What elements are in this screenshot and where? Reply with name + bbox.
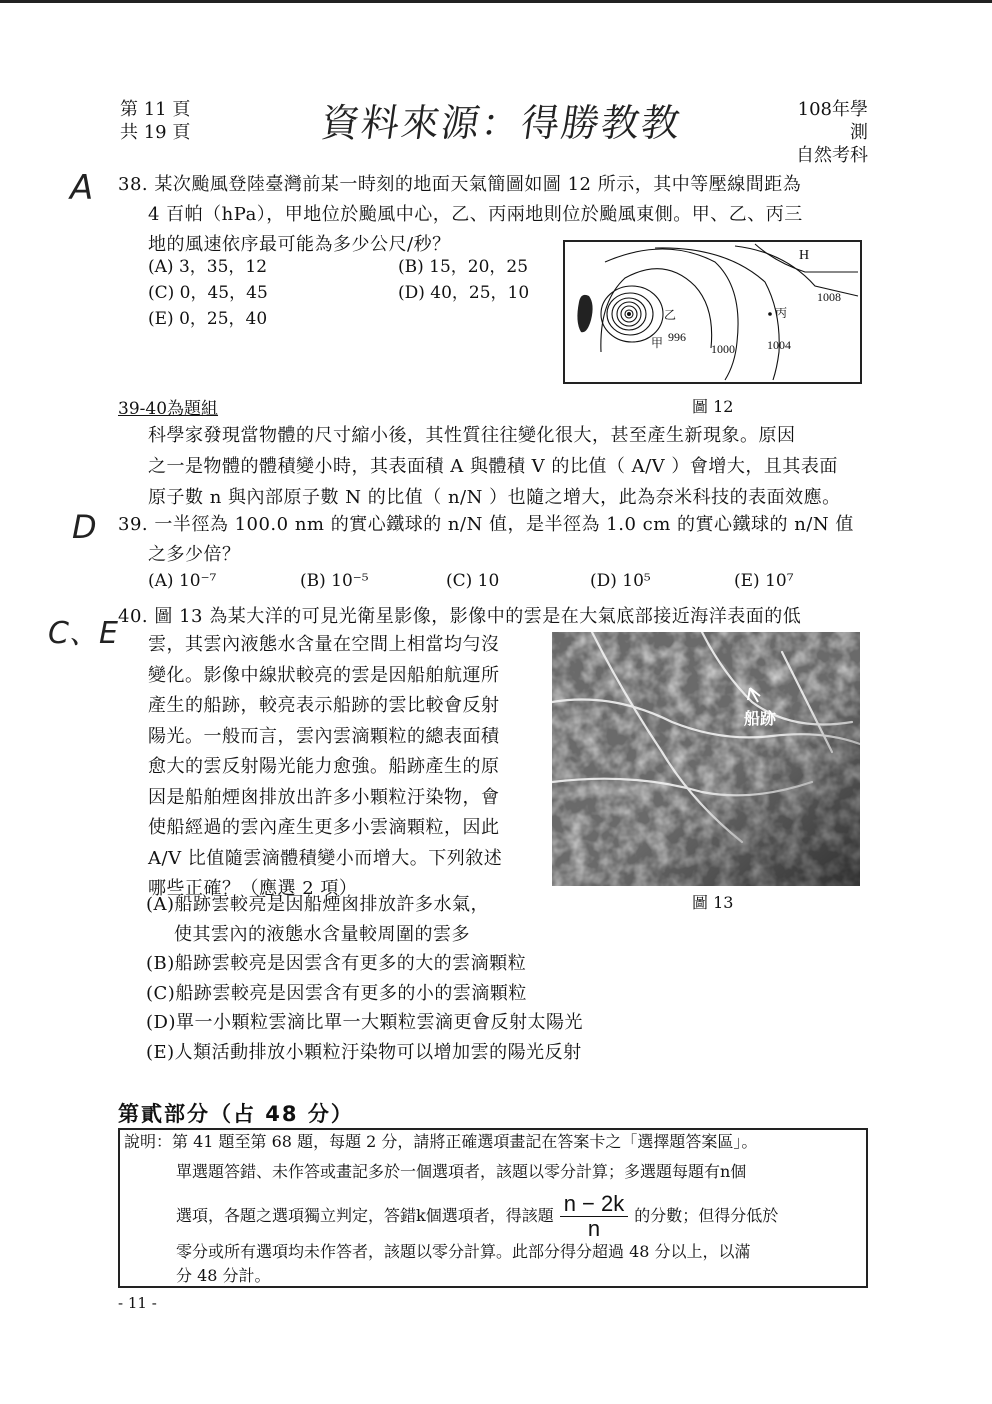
page-header-right — [790, 98, 868, 167]
figure-13-caption: 圖 13 — [692, 893, 734, 912]
q40-body-line: 變化。影像中線狀較亮的雲是因船舶航運所 — [148, 664, 500, 686]
q40-body-line: A/V 比值隨雲滴體積變小而增大。下列敘述 — [148, 847, 503, 869]
q40-option-c: (C)船跡雲較亮是因雲含有更多的小的雲滴顆粒 — [146, 982, 527, 1004]
q40-option-e: (E)人類活動排放小顆粒汙染物可以增加雲的陽光反射 — [146, 1041, 582, 1063]
page-index: 第 11 頁 — [120, 99, 191, 120]
figure-13-satellite-image — [552, 632, 860, 886]
q40-option-a: (A)船跡雲較亮是因船煙囪排放許多水氣， — [146, 894, 490, 915]
instructions-line: 說明：第 41 題至第 68 題，每題 2 分，請將正確選項畫記在答案卡之「選擇題答案區」。 — [124, 1132, 758, 1151]
q39-option-d: (D) 10⁵ — [590, 571, 651, 591]
q40-body-line: 雲，其雲內液態水含量在空間上相當均勻沒 — [148, 634, 500, 655]
q38-option-a: (A) 3，35，12 — [148, 257, 268, 277]
q38-line: 地的風速依序最可能為多少公尺/秒？ — [148, 234, 451, 255]
handwritten-answer-38: A — [70, 168, 94, 208]
q38-option-e: (E) 0，25，40 — [148, 309, 268, 329]
figure-12-caption: 圖 12 — [692, 397, 734, 416]
page-total: 共 19 頁 — [120, 122, 191, 143]
q40-body-line: 因是船舶煙囪排放出許多小顆粒汙染物，會 — [148, 786, 500, 808]
isobar-diagram — [565, 242, 860, 382]
fraction-numerator: n − 2k — [560, 1192, 629, 1217]
location-yi-label: 乙 — [664, 308, 677, 322]
exam-subject: 自然考科 — [796, 145, 868, 166]
question-40-stem-first-line: 40. 圖 13 為某大洋的可見光衛星影像，影像中的雲是在大氣底部接近海洋表面的低 — [118, 606, 802, 627]
instructions-line: 零分或所有選項均未作答者，該題以零分計算。此部分得分超過 48 分以上，以滿 — [176, 1242, 751, 1261]
passage-line: 之一是物體的體積變小時，其表面積 A 與體積 V 的比值（ A/V ）會增大，且其表面 — [148, 456, 838, 477]
passage-line: 科學家發現當物體的尺寸縮小後，其性質往往變化很大，甚至產生新現象。原因 — [148, 425, 796, 446]
location-bing-label: 丙 — [775, 306, 788, 320]
q39-line: 39. 一半徑為 100.0 nm 的實心鐵球的 n/N 值，是半徑為 1.0 cm 的實心鐵球的 n/N 值 — [118, 514, 854, 535]
isobar-1000-label: 1000 — [711, 342, 735, 356]
isobar-996-label: 996 — [668, 330, 686, 344]
q38-option-d: (D) 40，25，10 — [398, 283, 530, 303]
fraction-denominator: n — [587, 1216, 601, 1241]
figure-12-weather-map — [563, 240, 862, 384]
taiwan-landmass — [577, 295, 592, 332]
q39-option-a: (A) 10⁻⁷ — [148, 571, 217, 591]
q40-option-b: (B)船跡雲較亮是因雲含有更多的大的雲滴顆粒 — [146, 953, 527, 974]
q38-line: 38. 某次颱風登陸臺灣前某一時刻的地面天氣簡圖如圖 12 所示，其中等壓線間距為 — [118, 174, 802, 195]
passage-line: 原子數 n 與內部原子數 N 的比值（ n/N ）也隨之增大，此為奈米科技的表面效應。 — [148, 487, 841, 508]
instructions-text: 選項，各題之選項獨立判定，答錯k個選項者，得該題 — [176, 1206, 554, 1225]
q39-option-b: (B) 10⁻⁵ — [300, 571, 369, 591]
q39-option-e: (E) 10⁷ — [734, 571, 794, 591]
ship-track-label: 船跡 — [744, 709, 777, 728]
isobar-1008-label: 1008 — [817, 290, 841, 304]
q39-line: 之多少倍？ — [148, 544, 241, 565]
q40-options — [146, 890, 583, 1067]
q40-body-line: 哪些正確？（應選 2 項） — [148, 878, 358, 899]
q39-option-c: (C) 10 — [446, 571, 500, 591]
q40-body-line: 使船經過的雲內產生更多小雲滴顆粒，因此 — [148, 817, 500, 838]
handwritten-answer-39: D — [72, 508, 97, 546]
q40-body-line: 產生的船跡，較亮表示船跡的雲比較會反射 — [148, 695, 500, 716]
handwritten-source-note: 資料來源：得勝教教 — [318, 101, 685, 145]
high-pressure-label: H — [799, 248, 810, 263]
satellite-cloud-texture — [552, 632, 860, 886]
question-group-title: 39-40為題組 — [118, 399, 219, 419]
location-jia-label: 甲 — [651, 336, 664, 350]
page-top-rule — [0, 0, 992, 3]
instructions-text: 的分數；但得分低於 — [634, 1206, 779, 1225]
question-40-body — [148, 630, 543, 905]
question-39-stem — [118, 510, 878, 570]
page-number: - 11 - — [118, 1294, 157, 1312]
q40-option-a-cont: 使其雲內的液態水含量較周圍的雲多 — [174, 923, 470, 945]
exam-year: 108年學測 — [797, 99, 868, 143]
isobar-1004-label: 1004 — [767, 338, 791, 352]
handwritten-answer-40: C、E — [48, 616, 118, 651]
part-2-title: 第貳部分（占 48 分） — [118, 1102, 354, 1126]
question-group-passage — [148, 420, 878, 513]
instructions-line: 單選題答錯、未作答或畫記多於一個選項者，該題以零分計算；多選題每題有n個 — [176, 1162, 747, 1181]
q40-body-line: 愈大的雲反射陽光能力愈強。船跡產生的原 — [148, 756, 500, 777]
q38-option-c: (C) 0，45，45 — [148, 283, 268, 303]
q40-option-d: (D)單一小顆粒雲滴比單一大顆粒雲滴更會反射太陽光 — [146, 1012, 583, 1033]
q38-line: 4 百帕（hPa），甲地位於颱風中心，乙、丙兩地則位於颱風東側。甲、乙、丙三 — [148, 204, 803, 225]
q38-option-b: (B) 15，20，25 — [398, 257, 529, 277]
q40-body-line: 陽光。一般而言，雲內雲滴顆粒的總表面積 — [148, 725, 500, 747]
instructions-line: 分 48 分計。 — [176, 1266, 271, 1285]
part-2-instructions-box — [118, 1128, 868, 1288]
page-header-left — [120, 98, 190, 144]
